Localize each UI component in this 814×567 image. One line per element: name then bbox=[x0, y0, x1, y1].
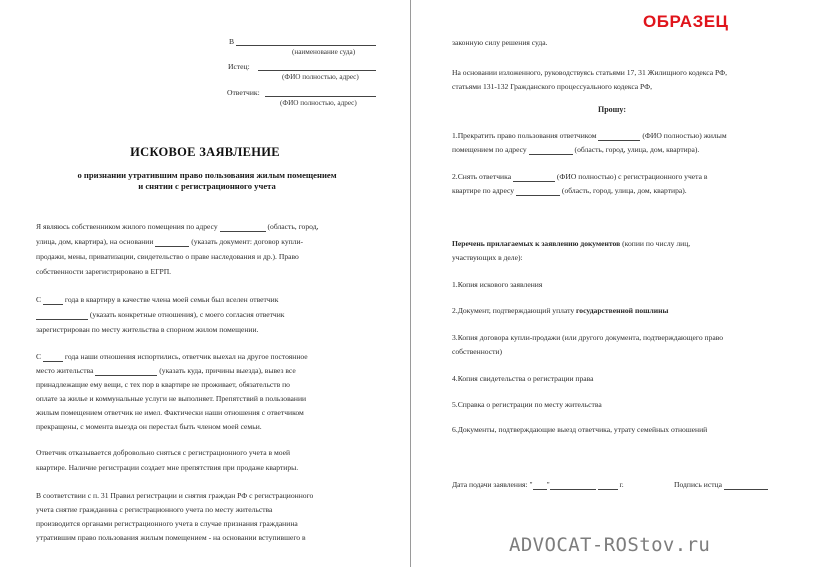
p4-line-2: квартире. Наличие регистрации создает мне препятствия при продаже квартиры. bbox=[36, 463, 299, 472]
court-prefix: В bbox=[229, 37, 235, 46]
attachment-5: 5.Справка о регистрации по месту жительства bbox=[452, 400, 602, 409]
site-watermark: ADVOCAT-ROStov.ru bbox=[509, 534, 711, 556]
p5-line-1: В соответствии с п. 31 Правил регистрации и снятия граждан РФ с регистрационного bbox=[36, 491, 314, 500]
right-page bbox=[416, 0, 814, 567]
attachment-3-line-2: собственности) bbox=[452, 347, 503, 356]
p5-line-4: утратившим право пользования жилым помещением - на основании вступившего в bbox=[36, 533, 306, 542]
p3-line-1: С года наши отношения испортились, ответчик выехал на другое постоянное bbox=[36, 352, 308, 361]
req2-line-1: 2.Снять ответчика (ФИО полностью) с регистрационного учета в bbox=[452, 172, 708, 181]
r-line-2: На основании изложенного, руководствуясь статьями 17, 31 Жилищного кодекса РФ, bbox=[452, 68, 728, 77]
sample-stamp: ОБРАЗЕЦ bbox=[643, 12, 729, 31]
p1-line-3: продажи, мены, приватизации, свидетельство о праве наследования и др.). Право bbox=[36, 252, 299, 261]
req1-line-1: 1.Прекратить право пользования ответчиком (ФИО полностью) жилым bbox=[452, 131, 727, 140]
request-heading: Прошу: bbox=[598, 105, 626, 114]
signature-field: Подпись истца bbox=[674, 479, 768, 490]
defendant-hint: (ФИО полностью, адрес) bbox=[280, 99, 357, 107]
p3-line-3: принадлежащие ему вещи, с тех пор в квартире не проживает, обязательств по bbox=[36, 380, 290, 389]
p1-line-1: Я являюсь собственником жилого помещения по адресу (область, город, bbox=[36, 222, 319, 231]
subtitle-line-2: и снятии с регистрационного учета bbox=[138, 181, 276, 191]
plaintiff-line bbox=[258, 70, 376, 71]
attachment-3-line-1: 3.Копия договора купли-продажи (или другого документа, подтверждающего право bbox=[452, 333, 724, 342]
attachments-title: Перечень прилагаемых к заявлению документов (копии по числу лиц, bbox=[452, 239, 691, 248]
attachments-title-line-2: участвующих в деле): bbox=[452, 253, 523, 262]
p3-line-5: жилым помещением ответчик не имел. Фактически наши отношения с ответчиком bbox=[36, 408, 304, 417]
attachment-4: 4.Копия свидетельства о регистрации права bbox=[452, 374, 594, 383]
court-hint: (наименование суда) bbox=[292, 48, 356, 56]
p1-line-2: улица, дом, квартира), на основании (указать документ: договор купли- bbox=[36, 237, 304, 246]
r-line-1: законную силу решения суда. bbox=[452, 38, 548, 47]
p2-line-1: С года в квартиру в качестве члена моей семьи был вселен ответчик bbox=[36, 295, 279, 304]
r-line-3: статьями 131-132 Гражданского процессуального кодекса РФ, bbox=[452, 82, 653, 91]
attachment-2: 2.Документ, подтверждающий уплату государственной пошлины bbox=[452, 306, 669, 315]
attachment-6: 6.Документы, подтверждающие выезд ответчика, утрату семейных отношений bbox=[452, 425, 708, 434]
p3-line-2: место жительства (указать куда, причины выезда), вывез все bbox=[36, 366, 296, 375]
p2-line-3: зарегистрирован по месту жительства в спорном жилом помещении. bbox=[36, 325, 259, 334]
plaintiff-label: Истец: bbox=[228, 62, 250, 71]
plaintiff-hint: (ФИО полностью, адрес) bbox=[282, 73, 359, 81]
p2-line-2: (указать конкретные отношения), с моего согласия ответчик bbox=[36, 309, 285, 320]
defendant-label: Ответчик: bbox=[227, 88, 260, 97]
req2-line-2: квартире по адресу (область, город, улица, дом, квартира). bbox=[452, 186, 687, 195]
document-title: ИСКОВОЕ ЗАЯВЛЕНИЕ bbox=[130, 145, 280, 159]
p4-line-1: Ответчик отказывается добровольно сняться с регистрационного учета в моей bbox=[36, 448, 291, 457]
p5-line-2: учета снятие гражданина с регистрационного учета по месту жительства bbox=[36, 505, 273, 514]
defendant-line bbox=[265, 96, 376, 97]
attachment-1: 1.Копия искового заявления bbox=[452, 280, 543, 289]
p3-line-4: оплате за жилье и коммунальные услуги не выполняет. Препятствий в пользовании bbox=[36, 394, 307, 403]
p3-line-6: прекращены, с момента выезда он перестал быть членом моей семьи. bbox=[36, 422, 262, 431]
p5-line-3: производится органами регистрационного учета в случае признания гражданина bbox=[36, 519, 298, 528]
court-name-line bbox=[236, 45, 376, 46]
req1-line-2: помещением по адресу (область, город, улица, дом, квартира). bbox=[452, 145, 700, 154]
p1-line-4: собственности зарегистрировано в ЕГРП. bbox=[36, 267, 172, 276]
subtitle-line-1: о признании утратившим право пользования жилым помещением bbox=[77, 170, 337, 180]
filing-date: Дата подачи заявления: " " г. bbox=[452, 480, 624, 489]
